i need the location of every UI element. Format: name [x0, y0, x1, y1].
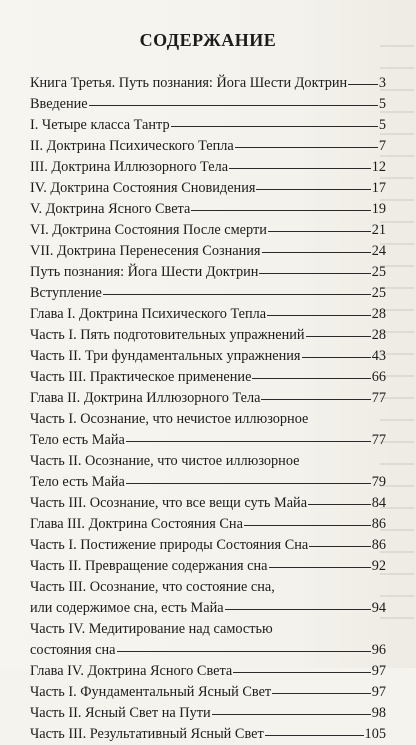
toc-leader-line — [126, 483, 371, 484]
toc-leader-line — [261, 399, 370, 400]
toc-entry — [30, 640, 386, 661]
toc-leader-line — [191, 210, 370, 211]
toc-entry-label: Книга Третья. Путь познания: Йога Шести Доктрин — [30, 75, 348, 91]
toc-entry — [30, 703, 386, 724]
toc-leader-line — [309, 546, 370, 547]
toc-entry-page: 96 — [371, 642, 386, 658]
toc-entry-page: 77 — [371, 390, 386, 406]
toc-entry — [30, 325, 386, 346]
toc-entry-page: 17 — [371, 180, 386, 196]
toc-entry — [30, 283, 386, 304]
toc-leader-line — [308, 504, 371, 505]
toc-leader-line — [126, 441, 371, 442]
toc-leader-line — [267, 315, 371, 316]
toc-leader-line — [268, 231, 371, 232]
toc-entry-page: 105 — [364, 726, 386, 742]
toc-entry-label: Часть II. Осознание, что чистое иллюзорное — [30, 453, 300, 469]
toc-entry — [30, 73, 386, 94]
toc-entry — [30, 472, 386, 493]
toc-leader-line — [212, 714, 371, 715]
toc-leader-line — [306, 336, 371, 337]
toc-entry — [30, 451, 386, 472]
toc-leader-line — [348, 84, 378, 85]
toc-entry — [30, 577, 386, 598]
toc-entry — [30, 136, 386, 157]
toc-entry — [30, 556, 386, 577]
toc-entry-label: Часть I. Постижение природы Состояния Сна — [30, 537, 309, 553]
toc-entry-label: VII. Доктрина Перенесения Сознания — [30, 243, 261, 259]
toc-entry-page: 24 — [371, 243, 386, 259]
toc-entry — [30, 157, 386, 178]
toc-entry — [30, 514, 386, 535]
toc-leader-line — [259, 273, 370, 274]
toc-entry — [30, 409, 386, 430]
toc-leader-line — [225, 609, 371, 610]
toc-entry-label: Тело есть Майа — [30, 432, 125, 448]
toc-leader-line — [262, 252, 371, 253]
toc-entry-page: 94 — [371, 600, 386, 616]
table-of-contents — [30, 73, 386, 745]
toc-entry-page: 86 — [371, 537, 386, 553]
toc-entry-label: Часть III. Осознание, что состояние сна, — [30, 579, 275, 595]
toc-entry — [30, 367, 386, 388]
toc-entry-label: Глава III. Доктрина Состояния Сна — [30, 516, 243, 532]
toc-entry — [30, 535, 386, 556]
toc-entry-page: 79 — [371, 474, 386, 490]
toc-entry-label: Часть IV. Медитирование над самостью — [30, 621, 273, 637]
toc-entry-label: Часть I. Осознание, что нечистое иллюзорное — [30, 411, 309, 427]
toc-leader-line — [265, 735, 364, 736]
toc-entry — [30, 388, 386, 409]
toc-entry — [30, 661, 386, 682]
toc-entry — [30, 598, 386, 619]
page-title: СОДЕРЖАНИЕ — [139, 30, 277, 50]
toc-entry — [30, 346, 386, 367]
toc-entry-label: IV. Доктрина Состояния Сновидения — [30, 180, 256, 196]
toc-entry-label: V. Доктрина Ясного Света — [30, 201, 191, 217]
toc-entry-label: Часть II. Ясный Свет на Пути — [30, 705, 211, 721]
toc-entry-page: 97 — [371, 663, 386, 679]
toc-entry-page: 66 — [371, 369, 386, 385]
toc-entry-page: 97 — [371, 684, 386, 700]
toc-entry-label: Глава I. Доктрина Психического Тепла — [30, 306, 267, 322]
toc-entry-page: 7 — [378, 138, 386, 154]
toc-entry-label: II. Доктрина Психического Тепла — [30, 138, 234, 154]
toc-entry-page: 86 — [371, 516, 386, 532]
toc-entry-label: Часть II. Превращение содержания сна — [30, 558, 268, 574]
toc-entry-label: I. Четыре класса Тантр — [30, 117, 170, 133]
toc-entry-page: 12 — [371, 159, 386, 175]
toc-entry-page: 25 — [371, 264, 386, 280]
toc-entry-label: Тело есть Майа — [30, 474, 125, 490]
toc-entry-label: Путь познания: Йога Шести Доктрин — [30, 264, 259, 280]
toc-entry — [30, 94, 386, 115]
toc-leader-line — [269, 567, 371, 568]
toc-leader-line — [233, 672, 370, 673]
toc-leader-line — [244, 525, 371, 526]
toc-leader-line — [89, 105, 378, 106]
toc-entry — [30, 724, 386, 745]
toc-entry-label: Вступление — [30, 285, 102, 301]
toc-entry — [30, 262, 386, 283]
toc-entry-label: Введение — [30, 96, 88, 112]
toc-entry — [30, 220, 386, 241]
toc-entry-label: состояния сна — [30, 642, 116, 658]
toc-entry-label: VI. Доктрина Состояния После смерти — [30, 222, 267, 238]
toc-entry-label: Часть II. Три фундаментальных упражнения — [30, 348, 301, 364]
toc-entry-page: 77 — [371, 432, 386, 448]
toc-entry-label: Часть I. Фундаментальный Ясный Свет — [30, 684, 272, 700]
toc-entry — [30, 199, 386, 220]
toc-entry-label: Глава II. Доктрина Иллюзорного Тела — [30, 390, 261, 406]
toc-leader-line — [302, 357, 371, 358]
toc-entry-page: 5 — [378, 96, 386, 112]
toc-entry — [30, 619, 386, 640]
toc-leader-line — [272, 693, 371, 694]
toc-entry-label: или содержимое сна, есть Майа — [30, 600, 224, 616]
toc-leader-line — [171, 126, 378, 127]
toc-entry-page: 21 — [371, 222, 386, 238]
toc-entry-label: Часть III. Практическое применение — [30, 369, 252, 385]
toc-entry-page: 92 — [371, 558, 386, 574]
toc-entry-page: 84 — [371, 495, 386, 511]
toc-entry-page: 25 — [371, 285, 386, 301]
toc-leader-line — [229, 168, 371, 169]
toc-entry-page: 28 — [371, 327, 386, 343]
toc-leader-line — [117, 651, 371, 652]
toc-entry — [30, 115, 386, 136]
toc-entry — [30, 493, 386, 514]
toc-entry-page: 5 — [378, 117, 386, 133]
toc-entry-label: Часть III. Результативный Ясный Свет — [30, 726, 264, 742]
toc-entry — [30, 430, 386, 451]
toc-leader-line — [256, 189, 370, 190]
toc-entry — [30, 241, 386, 262]
toc-entry-label: Часть I. Пять подготовительных упражнений — [30, 327, 305, 343]
toc-entry-page: 43 — [371, 348, 386, 364]
toc-leader-line — [252, 378, 370, 379]
toc-entry-label: Часть III. Осознание, что все вещи суть Майа — [30, 495, 308, 511]
toc-entry-page: 28 — [371, 306, 386, 322]
toc-entry-page: 3 — [378, 75, 386, 91]
toc-leader-line — [103, 294, 371, 295]
toc-entry-page: 98 — [371, 705, 386, 721]
toc-entry-page: 19 — [371, 201, 386, 217]
toc-entry — [30, 178, 386, 199]
toc-entry-label: III. Доктрина Иллюзорного Тела — [30, 159, 229, 175]
toc-leader-line — [235, 147, 378, 148]
toc-entry-label: Глава IV. Доктрина Ясного Света — [30, 663, 233, 679]
toc-entry — [30, 682, 386, 703]
toc-entry — [30, 304, 386, 325]
